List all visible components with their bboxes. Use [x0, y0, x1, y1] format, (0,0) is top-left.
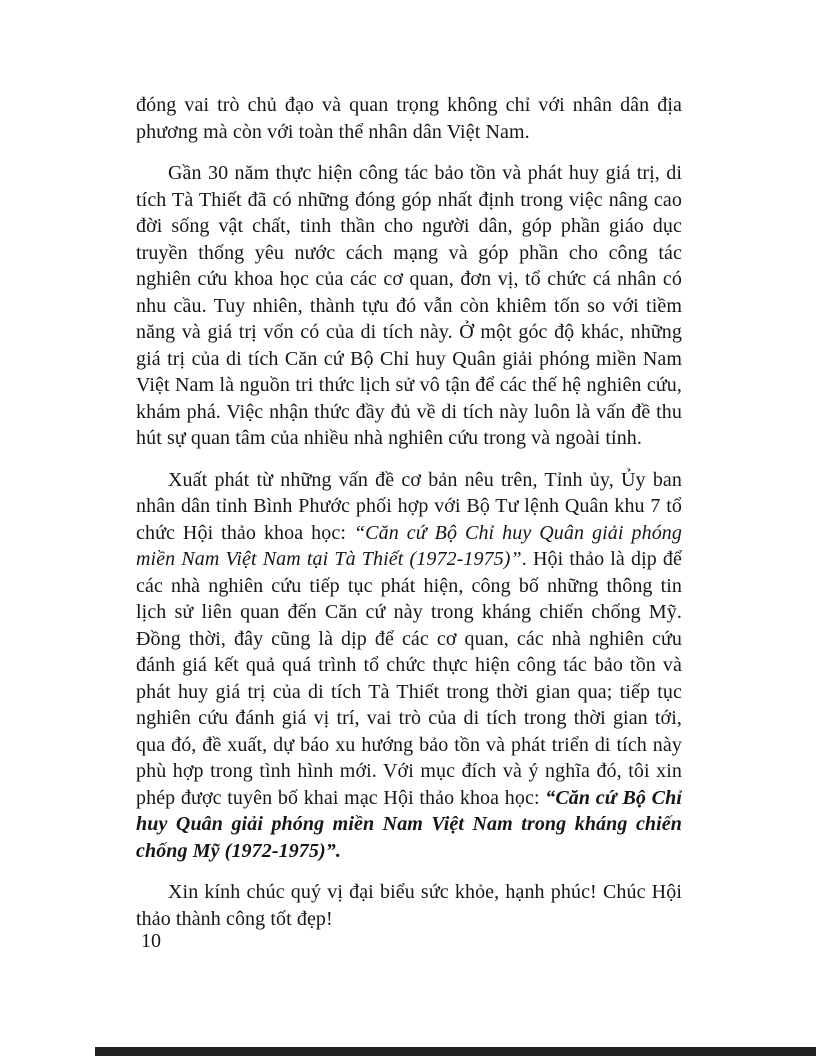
scan-edge-artifact [95, 1047, 816, 1056]
body-text-block [136, 92, 682, 947]
paragraph-text: . Hội thảo là dịp để các nhà nghiên cứu tiếp tục phát hiện, công bố những thông tin lịch sử liên quan đến Căn cứ này trong kháng chiến chống Mỹ. Đồng thời, đây cũng là dịp để các cơ quan, các nhà nghiên cứu đánh giá kết quả quá trình tổ chức thực hiện công tác bảo tồn và phát huy giá trị của di tích Tà Thiết trong thời gian qua; tiếp tục nghiên cứu đánh giá vị trí, vai trò của di tích trong thời gian tới, qua đó, đề xuất, dự báo xu hướng bảo tồn và phát triển di tích này phù hợp trong tình hình mới. Với mục đích và ý nghĩa đó, tôi xin phép được tuyên bố khai mạc Hội thảo khoa học: [136, 548, 682, 809]
paragraph-text: Xin kính chúc quý vị đại biểu sức khỏe, hạnh phúc! Chúc Hội thảo thành công tốt đẹp! [136, 881, 682, 930]
paragraph-text: Xuất phát từ những vấn đề cơ bản nêu trên, Tỉnh ủy, Ủy ban nhân dân tỉnh Bình Phước phối hợp với Bộ Tư lệnh Quân khu 7 tổ chức Hội thảo khoa học: [136, 468, 682, 544]
conference-title-quote-emphasized: “Căn cứ Bộ Chỉ huy Quân giải phóng miền Nam Việt Nam trong kháng chiến chống Mỹ (1972-1975)”. [136, 786, 682, 862]
page-number: 10 [141, 930, 161, 952]
conference-title-quote: “Căn cứ Bộ Chỉ huy Quân giải phóng miền Nam Việt Nam tại Tà Thiết (1972-1975)” [136, 521, 682, 570]
paragraph-continuation [136, 92, 682, 145]
paragraph-conference-announcement [136, 467, 682, 865]
paragraph-text: Gần 30 năm thực hiện công tác bảo tồn và phát huy giá trị, di tích Tà Thiết đã có những đóng góp nhất định trong việc nâng cao đời sống vật chất, tinh thần cho người dân, góp phần giáo dục truyền thống yêu nước cách mạng và góp phần cho công tác nghiên cứu khoa học của các cơ quan, đơn vị, tổ chức cá nhân có nhu cầu. Tuy nhiên, thành tựu đó vẫn còn khiêm tốn so với tiềm năng và giá trị vốn có của di tích này. Ở một góc độ khác, những giá trị của di tích Căn cứ Bộ Chỉ huy Quân giải phóng miền Nam Việt Nam là nguồn tri thức lịch sử vô tận để các thế hệ nghiên cứu, khám phá. Việc nhận thức đầy đủ về di tích này luôn là vấn đề thu hút sự quan tâm của nhiều nhà nghiên cứu trong và ngoài tỉnh. [136, 162, 682, 449]
paragraph-preservation-results [136, 160, 682, 452]
paragraph-closing-wishes [136, 879, 682, 932]
paragraph-text: đóng vai trò chủ đạo và quan trọng không chỉ với nhân dân địa phương mà còn với toàn thể nhân dân Việt Nam. [136, 94, 682, 143]
